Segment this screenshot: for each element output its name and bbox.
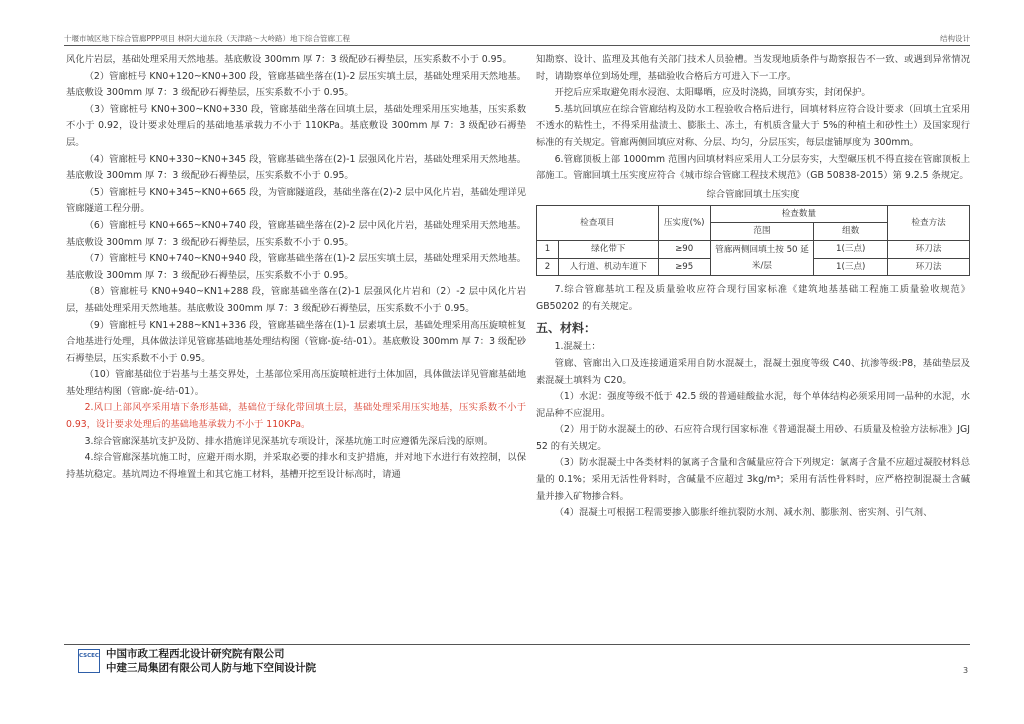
paragraph: （7）管廊桩号 KN0+740~KN0+940 段，管廊基础坐落在(1)-2 层压实填土层，基础处理采用天然地基。基底敷设 300mm 厚 7：3 级配砂石褥垫层，压实系数不小于 0.95。 — [66, 253, 526, 281]
row-degree: ≥90 — [658, 240, 710, 258]
row-range: 管廊两侧回填土按 50 延米/层 — [710, 240, 814, 275]
table-row — [537, 240, 970, 258]
footer-companies — [106, 647, 316, 675]
left-column — [66, 52, 526, 483]
th-project: 检查项目 — [537, 205, 659, 240]
th-quantity: 检查数量 — [710, 205, 888, 223]
row-method: 环刀法 — [888, 258, 970, 276]
paragraph: （3）管廊桩号 KN0+300~KN0+330 段，管廊基础坐落在回填土层，基础处理采用压实地基，压实系数不小于 0.92，设计要求处理后的基础地基承载力不小于 110KPa。基底敷设 300mm 厚 7：3 级配砂石褥垫层。 — [66, 103, 526, 148]
paragraph: 开挖后应采取避免雨水浸泡、太阳曝晒，应及时浇捣，回填夯实，封闭保护。 — [554, 87, 871, 99]
row-item: 绿化带下 — [558, 240, 658, 258]
paragraph: 管廊、管廊出入口及连接通道采用自防水混凝土，混凝土强度等级 C40、抗渗等级:P8，基础垫层及素混凝土填料为 C20。 — [536, 357, 970, 386]
paragraph: （5）管廊桩号 KN0+345~KN0+665 段，为管廊隧道段，基础坐落在(2)-2 层中风化片岩，基础处理详见管廊隧道工程分册。 — [66, 186, 526, 215]
paragraph: （10）管廊基础位于岩基与土基交界处，土基部位采用高压旋喷桩进行土体加固，具体做法详见管廊基础地基处理结构图（管廊-旋-结-01）。 — [66, 369, 526, 397]
logo-text: CSCEC — [79, 653, 99, 659]
header-section-label: 结构设计 — [940, 34, 970, 43]
compaction-table — [536, 205, 970, 276]
page-header — [64, 32, 970, 46]
paragraph: （8）管廊桩号 KN0+940~KN1+288 段，管廊基础坐落在(2)-1 层强风化片岩和（2）-2 层中风化片岩层，基础处理采用天然地基。基底敷设 300mm 厚 7：3 级配砂石褥垫层，压实系数不小于 0.95。 — [66, 286, 526, 314]
paragraph: 7.综合管廊基坑工程及质量验收应符合现行国家标准《建筑地基基础工程施工质量验收规范》GB50202 的有关规定。 — [536, 284, 970, 312]
company-logo — [78, 649, 100, 673]
row-group: 1(三点) — [814, 258, 888, 276]
row-item: 人行道、机动车道下 — [558, 258, 658, 276]
paragraph: 2.风口上部风亭采用墙下条形基础，基础位于绿化带回填土层，基础处理采用压实地基，压实系数不小于 0.93，设计要求处理后的基础地基承载力不小于 110KPa。 — [66, 402, 526, 431]
footer-company-2: 中建三局集团有限公司人防与地下空间设计院 — [106, 662, 316, 674]
paragraph: 知勘察、设计、监理及其他有关部门技术人员验槽。当发现地质条件与勘察报告不一致、或遇到异常情况时，请勘察单位到场处理，基础验收合格后方可进入下一工序。 — [536, 54, 970, 82]
row-degree: ≥95 — [658, 258, 710, 276]
row-number: 2 — [537, 258, 559, 276]
paragraph: （3）防水混凝土中各类材料的氯离子含量和含碱量应符合下列规定：氯离子含量不应超过凝胶材料总量的 0.1%；采用无活性骨料时，含碱量不应超过 3kg/m³；采用有活性骨料时，应严格控制混凝土含碱量并掺入矿物掺合料。 — [536, 457, 970, 502]
materials-paragraphs — [536, 339, 970, 522]
paragraph: （4）管廊桩号 KN0+330~KN0+345 段，管廊基础坐落在(2)-1 层强风化片岩，基础处理采用天然地基。基底敷设 300mm 厚 7：3 级配砂石褥垫层，压实系数不小于 0.95。 — [66, 153, 526, 182]
row-group: 1(三点) — [814, 240, 888, 258]
row-method: 环刀法 — [888, 240, 970, 258]
footer-company-1: 中国市政工程西北设计研究院有限公司 — [106, 648, 285, 660]
paragraph: 1.混凝土： — [554, 341, 601, 353]
header-project-title: 十堰市城区地下综合管廊PPP项目 林阴大道东段（天津路～大岭路）地下综合管廊工程 — [64, 34, 350, 43]
paragraph: （1）水泥：强度等级不低于 42.5 级的普通硅酸盐水泥，每个单体结构必须采用同一品种的水泥，水泥品种不应混用。 — [536, 391, 970, 419]
th-group: 组数 — [814, 223, 888, 241]
row-number: 1 — [537, 240, 559, 258]
paragraph: （2）管廊桩号 KN0+120~KN0+300 段，管廊基础坐落在(1)-2 层压实填土层，基础处理采用天然地基。基底敷设 300mm 厚 7：3 级配砂石褥垫层，压实系数不小于 0.95。 — [66, 70, 526, 99]
header-divider — [64, 45, 970, 46]
paragraph: 5.基坑回填应在综合管廊结构及防水工程验收合格后进行，回填材料应符合设计要求（回填土宜采用不透水的粘性土，不得采用盐渍土、膨胀土、冻土，有机质含量大于 5%的种植土和砂性土）及国家现行标准的有关规定。管廊两侧回填应对称、分层、均匀，分层压实，每层虚铺厚度为 300mm。 — [536, 103, 970, 148]
paragraph: （4）混凝土可根据工程需要掺入膨胀纤维抗裂防水剂、减水剂、膨胀剂、密实剂、引气剂、 — [554, 507, 933, 519]
paragraph: 3.综合管廊深基坑支护及防、排水措施详见深基坑专项设计，深基坑施工时应遵循先深后浅的原则。 — [84, 435, 494, 447]
paragraph: 6.管廊顶板上部 1000mm 范围内回填材料应采用人工分层夯实，大型碾压机不得直接在管廊顶板上部施工。管廊回填土压实度应符合《城市综合管廊工程技术规范》（GB 50838-2015）第 9.2.5 条规定。 — [536, 153, 970, 182]
paragraph: （9）管廊桩号 KN1+288~KN1+336 段，管廊基础坐落在(1)-1 层素填土层，基础处理采用高压旋喷桩复合地基进行处理，具体做法详见管廊基础地基处理结构图（管廊-旋-结-01）。基底敷设 300mm 厚 7：3 级配砂石褥垫层，压实系数不小于 0.95。 — [66, 319, 526, 364]
page-number: 3 — [963, 666, 969, 675]
th-method: 检查方法 — [888, 205, 970, 240]
table-caption: 综合管廊回填土压实度 — [706, 188, 800, 200]
paragraph: （6）管廊桩号 KN0+665~KN0+740 段，管廊基础坐落在(2)-2 层中风化片岩，基础处理采用天然地基。基底敷设 300mm 厚 7：3 级配砂石褥垫层，压实系数不小于 0.95。 — [66, 219, 526, 248]
paragraph: 风化片岩层，基础处理采用天然地基。基底敷设 300mm 厚 7：3 级配砂石褥垫层，压实系数不小于 0.95。 — [66, 54, 512, 65]
th-range: 范围 — [710, 223, 814, 241]
paragraph: 4.综合管廊深基坑施工时，应避开雨水期，并采取必要的排水和支护措施，并对地下水进行有效控制，以保持基坑稳定。基坑周边不得堆置土和其它施工材料，基槽开挖至设计标高时，请通 — [66, 452, 526, 480]
right-top-paragraphs — [536, 52, 970, 185]
footer-divider — [64, 644, 970, 645]
section-heading: 五、材料： — [536, 321, 597, 336]
right-bottom-paragraphs — [536, 282, 970, 315]
right-column — [536, 52, 970, 522]
th-degree: 压实度(%) — [658, 205, 710, 240]
paragraph: （2）用于防水混凝土的砂、石应符合现行国家标准《普通混凝土用砂、石质量及检验方法标准》JGJ 52 的有关规定。 — [536, 424, 970, 452]
